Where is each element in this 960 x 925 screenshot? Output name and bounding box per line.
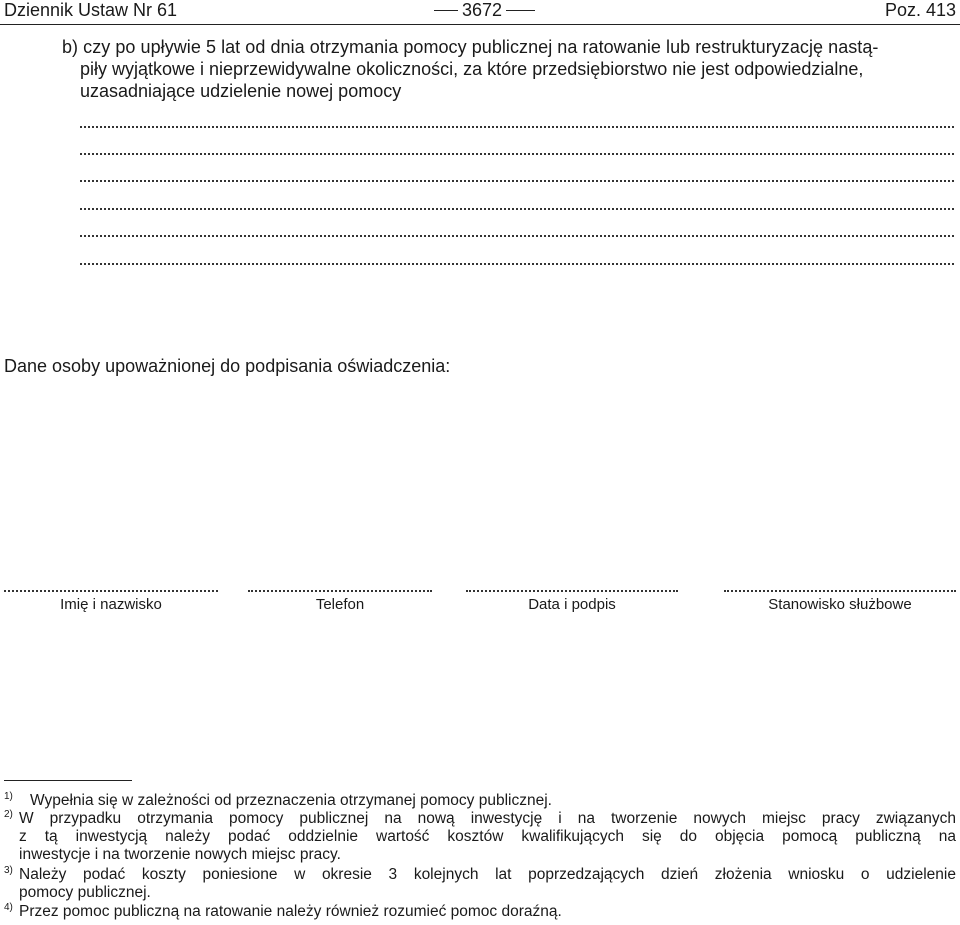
footnote-text: Przez pomoc publiczną na ratowanie należy również rozumieć pomoc doraźną. xyxy=(19,903,562,920)
footnote-mark: 4) xyxy=(4,902,13,913)
answer-line[interactable] xyxy=(80,124,954,128)
date-signature-field-line[interactable] xyxy=(466,588,678,592)
footnote-text: Wypełnia się w zależności od przeznaczenia otrzymanej pomocy publicznej. xyxy=(30,792,552,809)
footnote-text: z tą inwestycją należy podać oddzielnie wartość kosztów kwalifikujących się do objęcia pomocą publiczną na xyxy=(19,828,956,845)
footnote-2 xyxy=(4,810,956,864)
position-field-line[interactable] xyxy=(724,588,956,592)
phone-field-line[interactable] xyxy=(248,588,432,592)
question-b xyxy=(62,36,954,102)
question-line: b) czy po upływie 5 lat od dnia otrzymania pomocy publicznej na ratowanie lub restrukturyzację nastą- xyxy=(62,37,879,57)
answer-line[interactable] xyxy=(80,151,954,155)
position-number: Poz. 413 xyxy=(884,0,956,20)
name-field-line[interactable] xyxy=(4,588,218,592)
answer-line[interactable] xyxy=(80,206,954,210)
page-number: 3672 xyxy=(458,0,506,21)
footnote-4 xyxy=(4,903,956,921)
footnote-text: inwestycje i na tworzenie nowych miejsc pracy. xyxy=(19,846,341,863)
answer-line[interactable] xyxy=(80,261,954,265)
footnote-mark: 3) xyxy=(4,865,13,876)
footnote-mark: 2) xyxy=(4,809,13,820)
name-label: Imię i nazwisko xyxy=(60,596,162,613)
answer-line[interactable] xyxy=(80,178,954,182)
footnote-separator xyxy=(4,780,132,781)
section-title: Dane osoby upoważnionej do podpisania oświadczenia: xyxy=(4,356,451,376)
footnote-text: Należy podać koszty poniesione w okresie 3 kolejnych lat poprzedzających dzień złożenia wniosku o udzielenie xyxy=(19,866,956,883)
footnote-3 xyxy=(4,866,956,902)
footnote-mark: 1) xyxy=(4,791,13,802)
footnote-1 xyxy=(4,792,956,810)
journal-name: Dziennik Ustaw Nr 61 xyxy=(4,0,178,20)
page-header xyxy=(0,0,960,25)
date-signature-label: Data i podpis xyxy=(528,596,616,613)
answer-line[interactable] xyxy=(80,233,954,237)
question-line: piły wyjątkowe i nieprzewidywalne okoliczności, za które przedsiębiorstwo nie jest odpowiedzialne, xyxy=(80,59,864,79)
position-label: Stanowisko służbowe xyxy=(768,596,912,613)
footnote-text: pomocy publicznej. xyxy=(19,884,151,901)
phone-label: Telefon xyxy=(315,596,365,613)
footnote-text: W przypadku otrzymania pomocy publicznej na nową inwestycję i na tworzenie nowych miejsc pracy związanych xyxy=(19,810,956,827)
question-line: uzasadniające udzielenie nowej pomocy xyxy=(80,81,402,101)
